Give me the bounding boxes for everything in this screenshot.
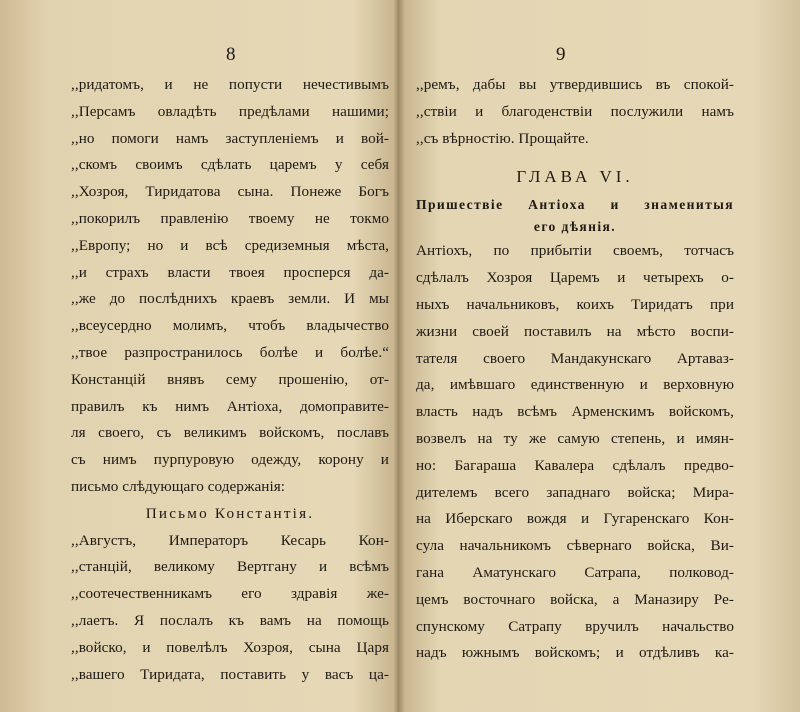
text-line: ,,но помоги намъ заступленіемъ и вой- — [71, 129, 389, 147]
text-line: ,,и страхъ власти твоея просперся да- — [71, 263, 389, 281]
text-line: ,,всеусердно молимъ, чтобъ владычество — [71, 317, 389, 335]
text-line: власть надъ всѣмъ Арменскимъ войскомъ, — [416, 403, 734, 421]
text-line: ,,же до послѣднихъ краевъ земли. И мы — [71, 290, 389, 308]
text-line: сдѣлалъ Хозроя Царемъ и четырехъ о- — [416, 269, 734, 287]
text-line: письмо слѣдующаго содержанія: — [71, 477, 286, 495]
text-line: гана Аматунскаго Сатрапа, полковод- — [416, 563, 734, 581]
text-line: ,,ридатомъ, и не попусти нечестивымъ — [71, 76, 389, 93]
text-line: жизни своей поставилъ на мѣсто воспи- — [416, 322, 734, 340]
text-line: ,,войско, и повелѣлъ Хозроя, сына Царя — [71, 638, 389, 656]
left-text-block — [71, 72, 389, 688]
left-page — [0, 0, 398, 712]
letter-heading: Письмо Константія. — [145, 504, 315, 522]
chapter-subtitle: Пришествіе Антіоха и знаменитыя — [416, 197, 734, 213]
text-line: цемъ восточнаго войска, а Маназиру Ре- — [416, 590, 734, 608]
right-text-block — [416, 72, 734, 667]
page-number: 8 — [226, 44, 236, 65]
text-line: ,,Августъ, Императоръ Кесарь Кон- — [71, 531, 389, 549]
text-line: ,,ствіи и благоденствіи послужили намъ — [416, 102, 734, 120]
text-line: правилъ къ нимъ Антіоха, домоправите- — [71, 397, 389, 415]
text-line: да, имѣвшаго единственную и верховную — [416, 376, 734, 394]
right-page — [402, 0, 800, 712]
text-line: ,,Хозроя, Тиридатова сына. Понеже Богъ — [71, 183, 389, 201]
text-line: Антіохъ, по прибытіи своемъ, тотчасъ — [416, 242, 734, 260]
text-line: ,,вашего Тиридата, поставить у васъ ца- — [71, 665, 389, 683]
text-line: возвелъ на ту же самую степень, и имян- — [416, 429, 734, 447]
chapter-title: ГЛАВА VI. — [516, 167, 634, 187]
text-line: спунскому Сатрапу вручилъ начальство — [416, 617, 734, 635]
text-line: сула начальникомъ сѣвернаго войска, Ви- — [416, 537, 734, 555]
text-line: ,,лаетъ. Я послалъ къ вамъ на помощь — [71, 611, 389, 629]
text-line: Констанцій внявъ сему прошенію, от- — [71, 370, 389, 388]
text-line: ,,твое разпространилось болѣе и болѣе.“ — [71, 343, 389, 361]
text-line: надъ южнымъ войскомъ; и отдѣливъ ка- — [416, 644, 734, 662]
text-line: на Иберскаго вождя и Гугаренскаго Кон- — [416, 510, 734, 528]
text-line: ,,скомъ своимъ сдѣлать царемъ у себя — [71, 156, 389, 174]
text-line: ,,покорилъ правленію твоему не токмо — [71, 209, 389, 227]
text-line: ,,ремъ, дабы вы утвердившись въ спокой- — [416, 76, 734, 93]
page-number: 9 — [556, 44, 566, 65]
text-line: ,,Персамъ овладѣть предѣлами нашими; — [71, 102, 389, 120]
text-line: съ нимъ пурпуровую одежду, корону и — [71, 451, 389, 469]
text-line: ,,соотечественникамъ его здравія же- — [71, 585, 389, 603]
text-line: ля своего, съ великимъ войскомъ, пославъ — [71, 424, 389, 442]
text-line: ,,Европу; но и всѣ средиземныя мѣста, — [71, 236, 389, 254]
text-line: ныхъ начальниковъ, коихъ Тиридатъ при — [416, 295, 734, 313]
chapter-subtitle: его дѣянія. — [533, 219, 617, 235]
text-line: ,,съ вѣрностію. Прощайте. — [416, 129, 589, 147]
text-line: ,,станцій, великому Вертгану и всѣмъ — [71, 558, 389, 576]
text-line: дителемъ всего западнаго войска; Мира- — [416, 483, 734, 501]
text-line: тателя своего Мандакунскаго Артаваз- — [416, 349, 734, 367]
text-line: но: Багараша Кавалера сдѣлалъ предво- — [416, 456, 734, 474]
